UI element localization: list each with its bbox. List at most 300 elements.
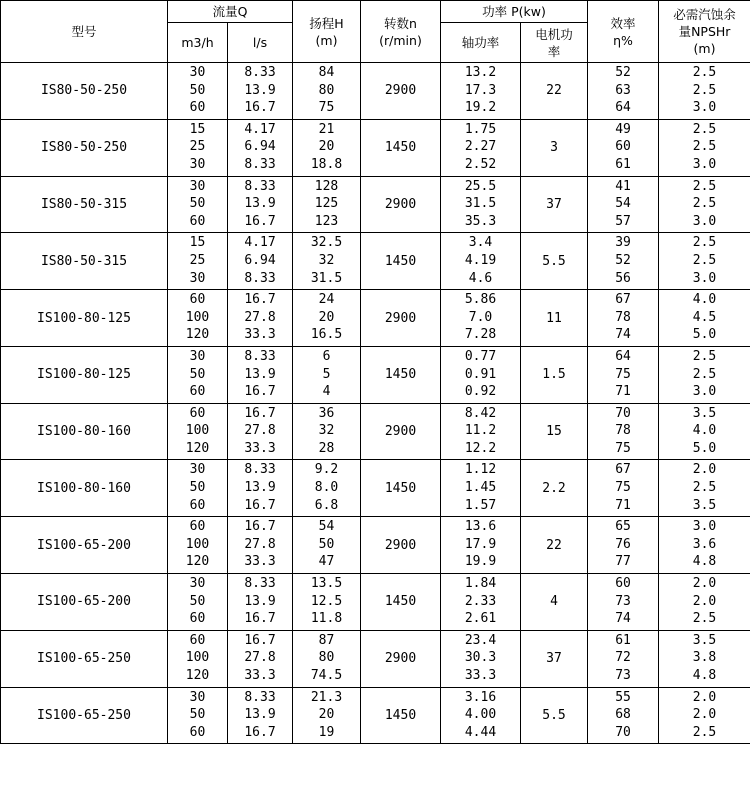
cell-value: 4.0 — [692, 423, 717, 439]
motor-power-cell: 3 — [521, 119, 588, 176]
npsh-cell — [659, 233, 750, 290]
flow-ls-cell — [228, 233, 293, 290]
cell-value: 8.42 — [464, 405, 497, 421]
cell-value: 1.12 — [464, 462, 497, 478]
cell-value: 8.33 — [244, 462, 276, 478]
cell-value: 61 — [615, 632, 631, 648]
cell-value: 120 — [185, 554, 210, 570]
npsh-cell — [659, 574, 750, 631]
head-cell — [293, 687, 361, 744]
cell-value: 2.5 — [692, 139, 717, 155]
cell-value: 36 — [318, 405, 335, 421]
cell-value: 35.3 — [464, 213, 497, 229]
header-head — [293, 1, 361, 63]
cell-value: 52 — [615, 65, 631, 80]
cell-value: 30 — [189, 178, 206, 194]
cell-value: 20 — [318, 139, 335, 155]
cell-value: 125 — [314, 196, 339, 212]
cell-value: 60 — [615, 139, 631, 155]
head-cell — [293, 460, 361, 517]
motor-power-cell: 37 — [521, 176, 588, 233]
cell-value: 19 — [318, 724, 335, 740]
flow-m3h-cell — [168, 460, 228, 517]
cell-value: 4.0 — [692, 292, 717, 308]
efficiency-cell — [588, 460, 659, 517]
cell-value: 20 — [318, 707, 335, 723]
cell-value: 74 — [615, 327, 631, 343]
cell-value: 64 — [615, 348, 631, 364]
model-cell: IS80-50-315 — [1, 176, 168, 233]
efficiency-cell — [588, 176, 659, 233]
shaft-power-cell — [441, 233, 521, 290]
cell-value: 25 — [189, 252, 206, 268]
cell-value: 3.4 — [468, 235, 493, 251]
head-cell — [293, 119, 361, 176]
head-cell — [293, 63, 361, 120]
cell-value: 80 — [318, 650, 335, 666]
cell-value: 21.3 — [310, 689, 343, 705]
cell-value: 50 — [189, 480, 206, 496]
header-speed — [361, 1, 441, 63]
cell-value: 55 — [615, 689, 631, 705]
head-cell — [293, 517, 361, 574]
cell-value: 15 — [189, 235, 206, 251]
header-flow-m3h: m3/h — [168, 23, 228, 63]
efficiency-cell — [588, 630, 659, 687]
cell-value: 2.5 — [692, 480, 717, 496]
cell-value: 33.3 — [244, 440, 276, 456]
flow-m3h-cell — [168, 119, 228, 176]
cell-value: 7.0 — [468, 309, 493, 325]
header-power: 功率 P(kw) — [441, 1, 588, 23]
cell-value: 3.8 — [692, 650, 717, 666]
model-cell: IS100-80-125 — [1, 290, 168, 347]
motor-power-cell: 11 — [521, 290, 588, 347]
cell-value: 2.5 — [692, 235, 717, 251]
cell-value: 61 — [615, 156, 631, 172]
cell-value: 60 — [189, 724, 206, 740]
cell-value: 16.7 — [244, 213, 276, 229]
cell-value: 4 — [322, 384, 331, 400]
cell-value: 2.33 — [464, 593, 497, 609]
head-cell — [293, 574, 361, 631]
cell-value: 63 — [615, 82, 631, 98]
speed-cell: 1450 — [361, 687, 441, 744]
cell-value: 2.5 — [692, 196, 717, 212]
cell-value: 8.33 — [244, 178, 276, 194]
cell-value: 64 — [615, 100, 631, 116]
model-cell: IS100-65-200 — [1, 517, 168, 574]
cell-value: 13.9 — [244, 480, 276, 496]
npsh-cell — [659, 119, 750, 176]
cell-value: 0.92 — [464, 384, 497, 400]
cell-value: 52 — [615, 252, 631, 268]
cell-value: 2.5 — [692, 366, 717, 382]
cell-value: 30 — [189, 348, 206, 364]
cell-value: 3.0 — [692, 156, 717, 172]
cell-value: 84 — [318, 65, 335, 80]
cell-value: 4.00 — [464, 707, 497, 723]
cell-value: 3.16 — [464, 689, 497, 705]
cell-value: 75 — [615, 440, 631, 456]
model-cell: IS100-65-250 — [1, 630, 168, 687]
shaft-power-cell — [441, 290, 521, 347]
header-motor-power-line1: 电机功 — [535, 26, 573, 42]
cell-value: 16.7 — [244, 497, 276, 513]
cell-value: 2.0 — [692, 462, 717, 478]
motor-power-cell: 5.5 — [521, 233, 588, 290]
cell-value: 24 — [318, 292, 335, 308]
cell-value: 13.9 — [244, 366, 276, 382]
cell-value: 67 — [615, 292, 631, 308]
flow-m3h-cell — [168, 63, 228, 120]
motor-power-cell: 5.5 — [521, 687, 588, 744]
cell-value: 3.0 — [692, 270, 717, 286]
cell-value: 60 — [189, 405, 206, 421]
cell-value: 6.8 — [314, 497, 339, 513]
efficiency-cell — [588, 290, 659, 347]
speed-cell: 2900 — [361, 403, 441, 460]
cell-value: 16.7 — [244, 611, 276, 627]
npsh-cell — [659, 290, 750, 347]
table-row — [1, 290, 750, 347]
cell-value: 17.9 — [464, 536, 497, 552]
cell-value: 75 — [318, 100, 335, 116]
cell-value: 2.0 — [692, 593, 717, 609]
cell-value: 3.0 — [692, 519, 717, 535]
cell-value: 3.5 — [692, 405, 717, 421]
cell-value: 3.5 — [692, 497, 717, 513]
head-cell — [293, 290, 361, 347]
header-npsh-line2: 量NPSHr — [678, 24, 731, 39]
cell-value: 6.94 — [244, 139, 276, 155]
cell-value: 60 — [189, 519, 206, 535]
shaft-power-cell — [441, 176, 521, 233]
cell-value: 60 — [189, 384, 206, 400]
cell-value: 54 — [615, 196, 631, 212]
flow-ls-cell — [228, 687, 293, 744]
table-row — [1, 346, 750, 403]
cell-value: 4.8 — [692, 554, 717, 570]
cell-value: 4.17 — [244, 121, 276, 137]
head-cell — [293, 176, 361, 233]
speed-cell: 2900 — [361, 517, 441, 574]
cell-value: 8.0 — [314, 480, 339, 496]
header-flow-ls: l/s — [228, 23, 293, 63]
flow-ls-cell — [228, 290, 293, 347]
model-cell: IS100-80-160 — [1, 460, 168, 517]
cell-value: 13.2 — [464, 65, 497, 80]
cell-value: 2.61 — [464, 611, 497, 627]
flow-ls-cell — [228, 403, 293, 460]
header-npsh — [659, 1, 750, 63]
cell-value: 3.0 — [692, 384, 717, 400]
cell-value: 120 — [185, 668, 210, 683]
efficiency-cell — [588, 574, 659, 631]
model-cell: IS100-80-160 — [1, 403, 168, 460]
flow-m3h-cell — [168, 517, 228, 574]
header-flow: 流量Q — [168, 1, 293, 23]
cell-value: 30 — [189, 462, 206, 478]
shaft-power-cell — [441, 517, 521, 574]
cell-value: 2.5 — [692, 121, 717, 137]
cell-value: 2.5 — [692, 252, 717, 268]
cell-value: 13.5 — [310, 576, 343, 592]
cell-value: 30 — [189, 689, 206, 705]
efficiency-cell — [588, 63, 659, 120]
cell-value: 50 — [189, 707, 206, 723]
table-row — [1, 687, 750, 744]
cell-value: 11.2 — [464, 423, 497, 439]
speed-cell: 2900 — [361, 630, 441, 687]
cell-value: 2.27 — [464, 139, 497, 155]
cell-value: 28 — [318, 440, 335, 456]
cell-value: 50 — [189, 82, 206, 98]
cell-value: 4.5 — [692, 309, 717, 325]
cell-value: 72 — [615, 650, 631, 666]
table-row — [1, 517, 750, 574]
cell-value: 16.7 — [244, 100, 276, 116]
model-cell: IS80-50-250 — [1, 63, 168, 120]
cell-value: 60 — [189, 213, 206, 229]
efficiency-cell — [588, 687, 659, 744]
cell-value: 39 — [615, 235, 631, 251]
speed-cell: 2900 — [361, 176, 441, 233]
cell-value: 27.8 — [244, 650, 276, 666]
cell-value: 12.2 — [464, 440, 497, 456]
cell-value: 2.0 — [692, 707, 717, 723]
shaft-power-cell — [441, 63, 521, 120]
npsh-cell — [659, 460, 750, 517]
cell-value: 4.44 — [464, 724, 497, 740]
cell-value: 31.5 — [464, 196, 497, 212]
motor-power-cell: 22 — [521, 517, 588, 574]
cell-value: 8.33 — [244, 270, 276, 286]
cell-value: 100 — [185, 650, 210, 666]
npsh-cell — [659, 176, 750, 233]
flow-ls-cell — [228, 630, 293, 687]
cell-value: 2.5 — [692, 724, 717, 740]
cell-value: 13.9 — [244, 707, 276, 723]
cell-value: 16.7 — [244, 632, 276, 648]
cell-value: 3.6 — [692, 536, 717, 552]
cell-value: 128 — [314, 178, 339, 194]
efficiency-cell — [588, 403, 659, 460]
cell-value: 56 — [615, 270, 631, 286]
cell-value: 32.5 — [310, 235, 343, 251]
cell-value: 60 — [615, 576, 631, 592]
cell-value: 23.4 — [464, 632, 497, 648]
shaft-power-cell — [441, 630, 521, 687]
cell-value: 71 — [615, 497, 631, 513]
cell-value: 2.0 — [692, 689, 717, 705]
cell-value: 6.94 — [244, 252, 276, 268]
cell-value: 100 — [185, 536, 210, 552]
cell-value: 100 — [185, 309, 210, 325]
cell-value: 1.75 — [464, 121, 497, 137]
cell-value: 77 — [615, 554, 631, 570]
motor-power-cell: 22 — [521, 63, 588, 120]
header-speed-line: 转数n — [384, 15, 417, 31]
shaft-power-cell — [441, 574, 521, 631]
cell-value: 16.7 — [244, 519, 276, 535]
cell-value: 13.9 — [244, 593, 276, 609]
head-cell — [293, 346, 361, 403]
cell-value: 57 — [615, 213, 631, 229]
header-speed-unit: (r/min) — [379, 32, 422, 48]
cell-value: 5.86 — [464, 292, 497, 308]
cell-value: 32 — [318, 252, 335, 268]
cell-value: 49 — [615, 121, 631, 137]
model-cell: IS80-50-250 — [1, 119, 168, 176]
cell-value: 4.6 — [468, 270, 493, 286]
cell-value: 120 — [185, 327, 210, 343]
cell-value: 6 — [322, 348, 331, 364]
cell-value: 50 — [318, 536, 335, 552]
flow-m3h-cell — [168, 630, 228, 687]
cell-value: 12.5 — [310, 593, 343, 609]
cell-value: 70 — [615, 405, 631, 421]
cell-value: 67 — [615, 462, 631, 478]
cell-value: 60 — [189, 292, 206, 308]
npsh-cell — [659, 346, 750, 403]
cell-value: 4.8 — [692, 668, 717, 683]
cell-value: 71 — [615, 384, 631, 400]
cell-value: 0.91 — [464, 366, 497, 382]
flow-m3h-cell — [168, 403, 228, 460]
efficiency-cell — [588, 517, 659, 574]
cell-value: 9.2 — [314, 462, 339, 478]
cell-value: 27.8 — [244, 309, 276, 325]
header-npsh-unit: (m) — [693, 41, 716, 56]
cell-value: 0.77 — [464, 348, 497, 364]
cell-value: 30 — [189, 270, 206, 286]
header-model: 型号 — [1, 1, 168, 63]
cell-value: 120 — [185, 440, 210, 456]
cell-value: 80 — [318, 82, 335, 98]
cell-value: 16.7 — [244, 292, 276, 308]
cell-value: 76 — [615, 536, 631, 552]
cell-value: 16.7 — [244, 384, 276, 400]
cell-value: 30 — [189, 65, 206, 80]
flow-m3h-cell — [168, 574, 228, 631]
header-head-unit: (m) — [315, 32, 338, 48]
npsh-cell — [659, 687, 750, 744]
header-npsh-line1: 必需汽蚀余 — [673, 7, 736, 22]
cell-value: 30.3 — [464, 650, 497, 666]
cell-value: 75 — [615, 480, 631, 496]
shaft-power-cell — [441, 403, 521, 460]
cell-value: 18.8 — [310, 156, 343, 172]
flow-m3h-cell — [168, 233, 228, 290]
efficiency-cell — [588, 119, 659, 176]
motor-power-cell: 37 — [521, 630, 588, 687]
cell-value: 31.5 — [310, 270, 343, 286]
table-row — [1, 574, 750, 631]
motor-power-cell: 2.2 — [521, 460, 588, 517]
efficiency-cell — [588, 233, 659, 290]
cell-value: 20 — [318, 309, 335, 325]
header-shaft-power: 轴功率 — [441, 23, 521, 63]
cell-value: 30 — [189, 576, 206, 592]
cell-value: 19.9 — [464, 554, 497, 570]
speed-cell: 1450 — [361, 460, 441, 517]
flow-m3h-cell — [168, 290, 228, 347]
cell-value: 2.5 — [692, 611, 717, 627]
motor-power-cell: 4 — [521, 574, 588, 631]
cell-value: 1.84 — [464, 576, 497, 592]
cell-value: 3.0 — [692, 100, 717, 116]
shaft-power-cell — [441, 687, 521, 744]
speed-cell: 2900 — [361, 290, 441, 347]
cell-value: 50 — [189, 593, 206, 609]
cell-value: 33.3 — [464, 668, 497, 683]
header-head-line: 扬程H — [309, 15, 344, 31]
cell-value: 19.2 — [464, 100, 497, 116]
efficiency-cell — [588, 346, 659, 403]
table-row — [1, 403, 750, 460]
cell-value: 4.17 — [244, 235, 276, 251]
cell-value: 33.3 — [244, 327, 276, 343]
cell-value: 73 — [615, 668, 631, 683]
cell-value: 8.33 — [244, 156, 276, 172]
cell-value: 13.6 — [464, 519, 497, 535]
cell-value: 100 — [185, 423, 210, 439]
cell-value: 8.33 — [244, 689, 276, 705]
flow-m3h-cell — [168, 346, 228, 403]
cell-value: 8.33 — [244, 348, 276, 364]
table-row — [1, 630, 750, 687]
cell-value: 33.3 — [244, 668, 276, 683]
speed-cell: 1450 — [361, 346, 441, 403]
header-motor-power-line2: 率 — [547, 43, 561, 59]
cell-value: 8.33 — [244, 65, 276, 80]
flow-ls-cell — [228, 346, 293, 403]
table-body — [1, 63, 750, 744]
cell-value: 73 — [615, 593, 631, 609]
speed-cell: 2900 — [361, 63, 441, 120]
cell-value: 11.8 — [310, 611, 343, 627]
cell-value: 1.57 — [464, 497, 497, 513]
cell-value: 78 — [615, 309, 631, 325]
flow-ls-cell — [228, 63, 293, 120]
flow-m3h-cell — [168, 176, 228, 233]
model-cell: IS80-50-315 — [1, 233, 168, 290]
cell-value: 2.0 — [692, 576, 717, 592]
cell-value: 87 — [318, 632, 335, 648]
cell-value: 13.9 — [244, 82, 276, 98]
cell-value: 1.45 — [464, 480, 497, 496]
shaft-power-cell — [441, 119, 521, 176]
cell-value: 70 — [615, 724, 631, 740]
cell-value: 5.0 — [692, 327, 717, 343]
model-cell: IS100-65-200 — [1, 574, 168, 631]
model-cell: IS100-80-125 — [1, 346, 168, 403]
header-efficiency-line: 效率 — [610, 15, 636, 31]
head-cell — [293, 403, 361, 460]
head-cell — [293, 233, 361, 290]
cell-value: 27.8 — [244, 536, 276, 552]
cell-value: 33.3 — [244, 554, 276, 570]
cell-value: 78 — [615, 423, 631, 439]
cell-value: 27.8 — [244, 423, 276, 439]
cell-value: 75 — [615, 366, 631, 382]
cell-value: 65 — [615, 519, 631, 535]
model-cell: IS100-65-250 — [1, 687, 168, 744]
cell-value: 68 — [615, 707, 631, 723]
flow-ls-cell — [228, 574, 293, 631]
cell-value: 5 — [322, 366, 331, 382]
